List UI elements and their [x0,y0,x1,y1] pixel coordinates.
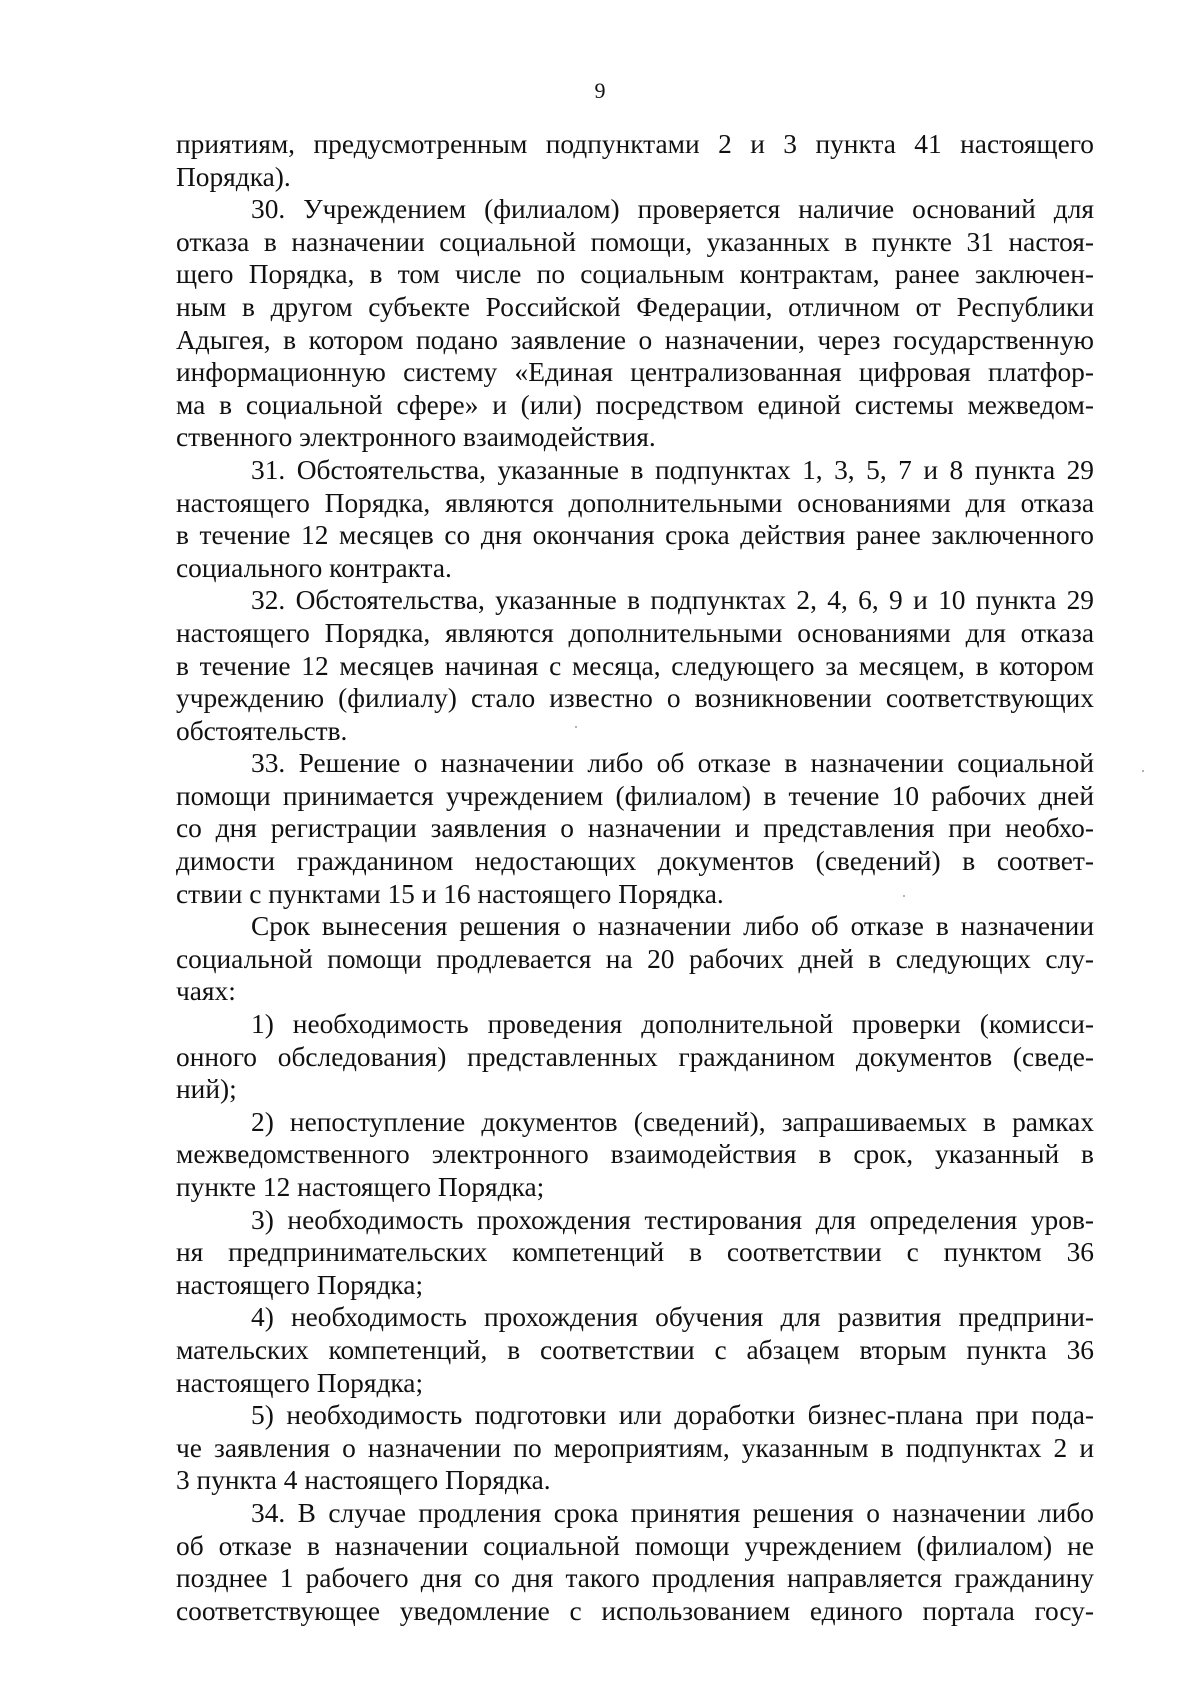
text-line: 3 пункта 4 настоящего Порядка. [176,1465,551,1496]
text-line: обстоятельств. [176,715,348,746]
text-line: настоящего Порядка, являются дополнительными основаниями для отказа [176,617,1094,648]
text-line: 31. Обстоятельства, указанные в подпунктах 1, 3, 5, 7 и 8 пункта 29 [251,454,1094,485]
text-line: ма в социальной сфере» и (или) посредством единой системы межведом- [176,389,1094,420]
text-line: в течение 12 месяцев начиная с месяца, следующего за месяцем, в котором [176,650,1094,681]
text-line: 1) необходимость проведения дополнительной проверки (комисси- [251,1009,1094,1040]
text-line: 3) необходимость прохождения тестирования для определения уров- [251,1204,1094,1235]
text-line: ственного электронного взаимодействия. [176,422,656,453]
text-line: онного обследования) представленных гражданином документов (сведе- [176,1041,1094,1072]
text-line: помощи принимается учреждением (филиалом) в течение 10 рабочих дней [176,780,1094,811]
text-line: в течение 12 месяцев со дня окончания срока действия ранее заключенного [176,520,1094,551]
text-line: чаях: [176,976,236,1007]
text-line: Адыгея, в котором подано заявление о назначении, через государственную [176,324,1094,355]
text-line: димости гражданином недостающих документов (сведений) в соответ- [176,846,1094,877]
page-number: 9 [594,78,606,103]
scan-speck [575,726,577,728]
text-line: ствии с пунктами 15 и 16 настоящего Порядка. [176,878,724,909]
document-body [176,128,1094,1627]
text-line: отказа в назначении социальной помощи, указанных в пункте 31 настоя- [176,226,1094,257]
text-line: пункте 12 настоящего Порядка; [176,1172,545,1202]
text-line: социальной помощи продлевается на 20 рабочих дней в следующих слу- [176,943,1094,974]
text-line: ня предпринимательских компетенций в соответствии с пунктом 36 [176,1237,1094,1268]
text-line: настоящего Порядка; [176,1367,424,1398]
text-line: щего Порядка, в том числе по социальным контрактам, ранее заключен- [176,259,1094,290]
text-line: приятиям, предусмотренным подпунктами 2 и 3 пункта 41 настоящего [176,129,1094,159]
text-line: со дня регистрации заявления о назначении и представления при необхо- [176,813,1094,844]
scan-speck [903,895,905,897]
text-line: Порядка). [176,161,291,192]
text-line: мательских компетенций, в соответствии с абзацем вторым пункта 36 [176,1334,1094,1365]
text-line: 2) непоступление документов (сведений), запрашиваемых в рамках [251,1106,1094,1137]
text-line: межведомственного электронного взаимодействия в срок, указанный в [176,1139,1094,1170]
text-line: ным в другом субъекте Российской Федерации, отличном от Республики [176,291,1094,322]
text-line: позднее 1 рабочего дня со дня такого продления направляется гражданину [176,1563,1094,1594]
text-line: 34. В случае продления срока принятия решения о назначении либо [251,1497,1094,1528]
text-line: учреждению (филиалу) стало известно о возникновении соответствующих [176,683,1094,714]
text-line: 4) необходимость прохождения обучения для развития предприни- [251,1302,1094,1333]
text-line: информационную систему «Единая централизованная цифровая платфор- [176,357,1094,388]
text-line: 33. Решение о назначении либо об отказе в назначении социальной [251,748,1094,779]
text-line: об отказе в назначении социальной помощи учреждением (филиалом) не [176,1530,1094,1561]
scan-speck [1142,770,1144,772]
text-line: социального контракта. [176,552,452,583]
text-line: настоящего Порядка, являются дополнительными основаниями для отказа [176,487,1094,518]
text-line: ний); [176,1074,237,1105]
text-line: настоящего Порядка; [176,1269,424,1300]
text-line: 30. Учреждением (филиалом) проверяется наличие оснований для [251,194,1094,225]
text-line: Срок вынесения решения о назначении либо об отказе в назначении [251,911,1094,942]
text-line: соответствующее уведомление с использованием единого портала госу- [176,1595,1094,1626]
text-line: 32. Обстоятельства, указанные в подпунктах 2, 4, 6, 9 и 10 пункта 29 [251,585,1094,616]
text-line: че заявления о назначении по мероприятиям, указанным в подпунктах 2 и [176,1432,1094,1463]
text-line: 5) необходимость подготовки или доработки бизнес-плана при пода- [251,1400,1094,1431]
